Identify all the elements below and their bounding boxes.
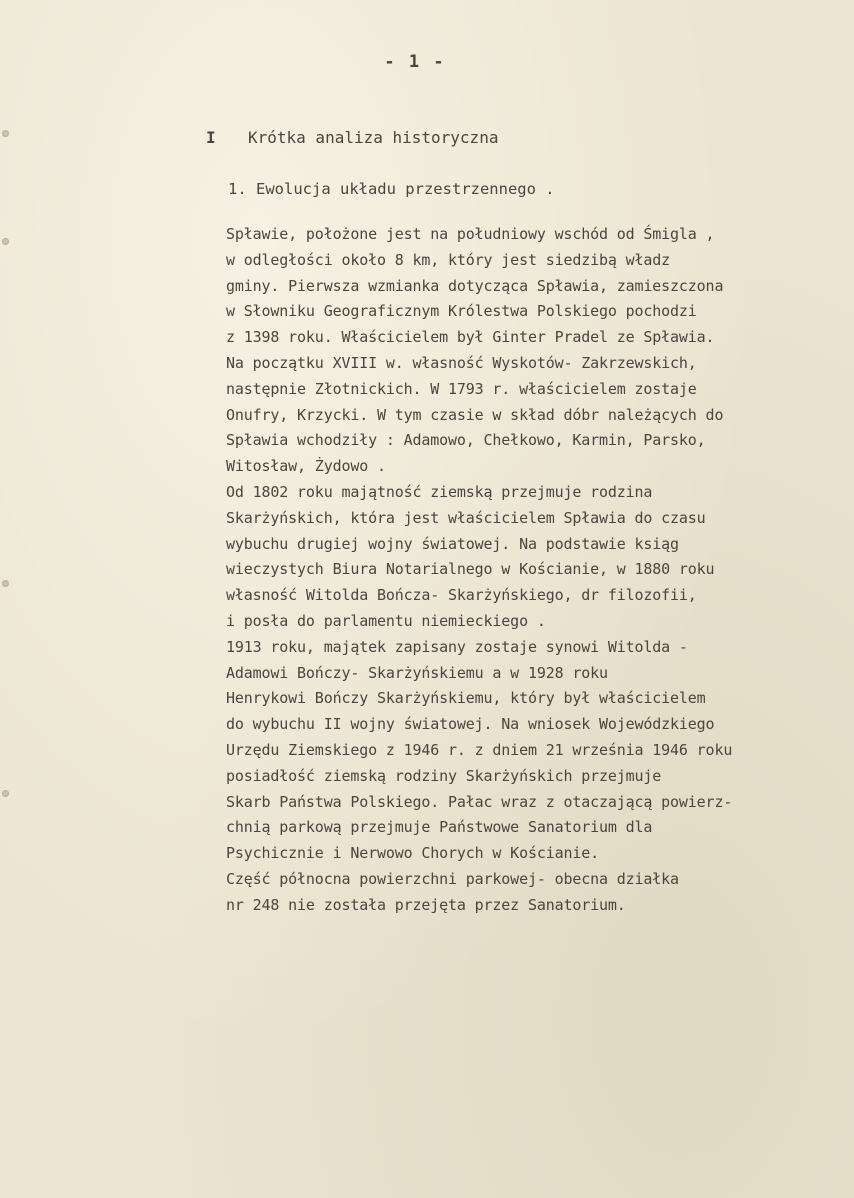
- text-line: z 1398 roku. Właścicielem był Ginter Pradel ze Spławia.: [226, 328, 715, 347]
- punch-hole-mark: [2, 238, 9, 245]
- text-line: posiadłość ziemską rodziny Skarżyńskich przejmuje: [226, 766, 662, 785]
- punch-hole-mark: [2, 580, 9, 587]
- text-line: Część północna powierzchni parkowej- obecna działka: [226, 869, 679, 888]
- text-line: Adamowi Bończy- Skarżyńskiemu a w 1928 roku: [226, 663, 608, 682]
- punch-hole-mark: [2, 130, 9, 137]
- text-line: Spławie, położone jest na południowy wschód od Śmigla ,: [226, 225, 715, 243]
- section-heading: 1. Ewolucja układu przestrzennego .: [228, 180, 555, 198]
- chapter-heading: [206, 128, 498, 147]
- text-line: Na początku XVIII w. własność Wyskotów- Zakrzewskich,: [226, 353, 697, 372]
- text-line: Urzędu Ziemskiego z 1946 r. z dniem 21 września 1946 roku: [226, 740, 733, 759]
- text-line: następnie Złotnickich. W 1793 r. właścicielem zostaje: [226, 379, 697, 398]
- text-line: Spławia wchodziły : Adamowo, Chełkowo, Karmin, Parsko,: [226, 431, 706, 450]
- text-line: Psychicznie i Nerwowo Chorych w Kościanie.: [226, 844, 599, 863]
- text-line: Henrykowi Bończy Skarżyńskiemu, który był właścicielem: [226, 689, 706, 708]
- text-line: wieczystych Biura Notarialnego w Kościanie, w 1880 roku: [226, 560, 715, 579]
- body-text: [226, 222, 826, 919]
- punch-hole-mark: [2, 790, 9, 797]
- text-line: własność Witolda Bończa- Skarżyńskiego, dr filozofii,: [226, 586, 697, 605]
- text-line: w odległości około 8 km, który jest siedzibą władz: [226, 250, 671, 269]
- text-line: Skarżyńskich, która jest właścicielem Spławia do czasu: [226, 508, 706, 527]
- text-line: wybuchu drugiej wojny światowej. Na podstawie ksiąg: [226, 534, 679, 553]
- chapter-title: Krótka analiza historyczna: [248, 128, 499, 147]
- page-number: - 1 -: [384, 52, 446, 72]
- text-line: Onufry, Krzycki. W tym czasie w skład dóbr należących do: [226, 405, 724, 424]
- text-line: Skarb Państwa Polskiego. Pałac wraz z otaczającą powierz-: [226, 792, 733, 811]
- text-line: w Słowniku Geograficznym Królestwa Polskiego pochodzi: [226, 302, 697, 321]
- text-line: 1913 roku, majątek zapisany zostaje synowi Witolda -: [226, 637, 688, 656]
- text-line: nr 248 nie została przejęta przez Sanatorium.: [226, 895, 626, 914]
- text-line: chnią parkową przejmuje Państwowe Sanatorium dla: [226, 818, 653, 837]
- chapter-number: I: [206, 128, 216, 147]
- text-line: i posła do parlamentu niemieckiego .: [226, 611, 546, 630]
- text-line: gminy. Pierwsza wzmianka dotycząca Spławia, zamieszczona: [226, 276, 724, 295]
- text-line: Od 1802 roku majątność ziemską przejmuje rodzina: [226, 482, 653, 501]
- text-line: do wybuchu II wojny światowej. Na wniosek Wojewódzkiego: [226, 715, 715, 734]
- text-line: Witosław, Żydowo .: [226, 457, 386, 476]
